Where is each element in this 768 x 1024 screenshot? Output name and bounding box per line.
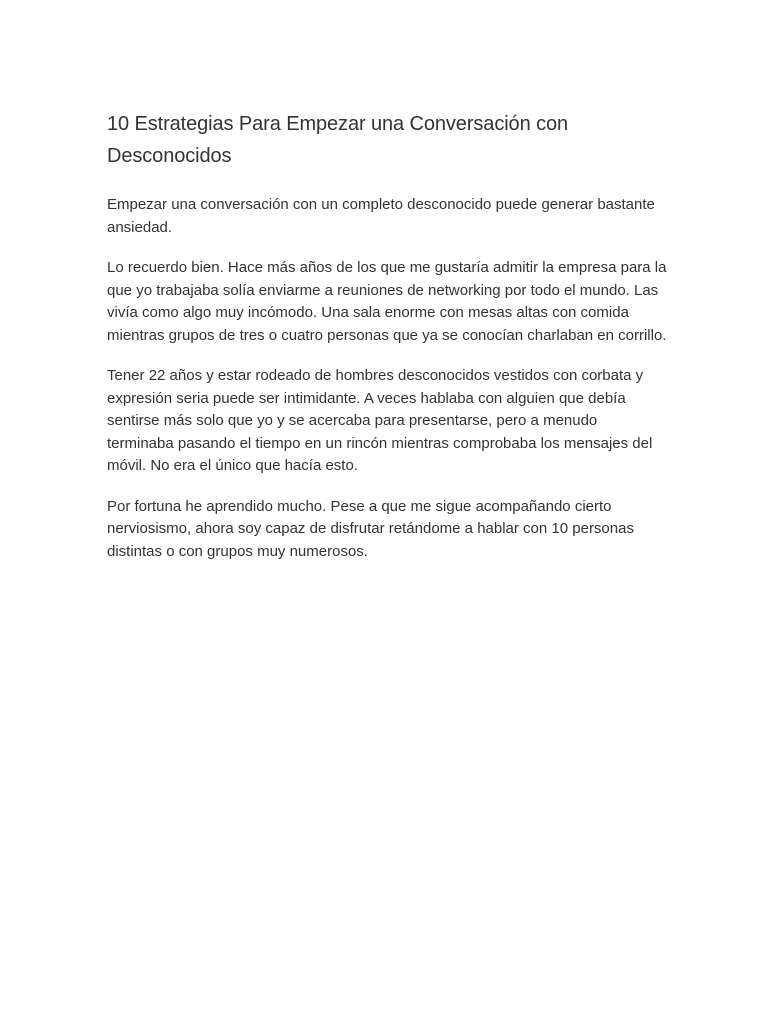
- paragraph-learning: Por fortuna he aprendido mucho. Pese a que me sigue acompañando cierto nerviosismo, ahora soy capaz de disfrutar retándome a hablar con 10 personas distintas o con grupos muy numerosos.: [107, 497, 634, 560]
- paragraph-intimidation: Tener 22 años y estar rodeado de hombres desconocidos vestidos con corbata y expresión seria puede ser intimidante. A veces hablaba con alguien que debía sentirse más solo que yo y se acercaba para presentarse, pero a menudo terminaba pasando el tiempo en un rincón mientras comprobaba los mensajes del móvil. No era el único que hacía esto.: [107, 367, 653, 474]
- document-title: 10 Estrategias Para Empezar una Conversación con Desconocidos: [107, 113, 569, 167]
- paragraph-intro: Empezar una conversación con un completo desconocido puede generar bastante ansiedad.: [107, 196, 655, 236]
- paragraph-networking-memory: Lo recuerdo bien. Hace más años de los que me gustaría admitir la empresa para la que yo trabajaba solía enviarme a reuniones de networking por todo el mundo. Las vivía como algo muy incómodo. Una sala enorme con mesas altas con comida mientras grupos de tres o cuatro personas que ya se conocían charlaban en corrillo.: [107, 259, 667, 344]
